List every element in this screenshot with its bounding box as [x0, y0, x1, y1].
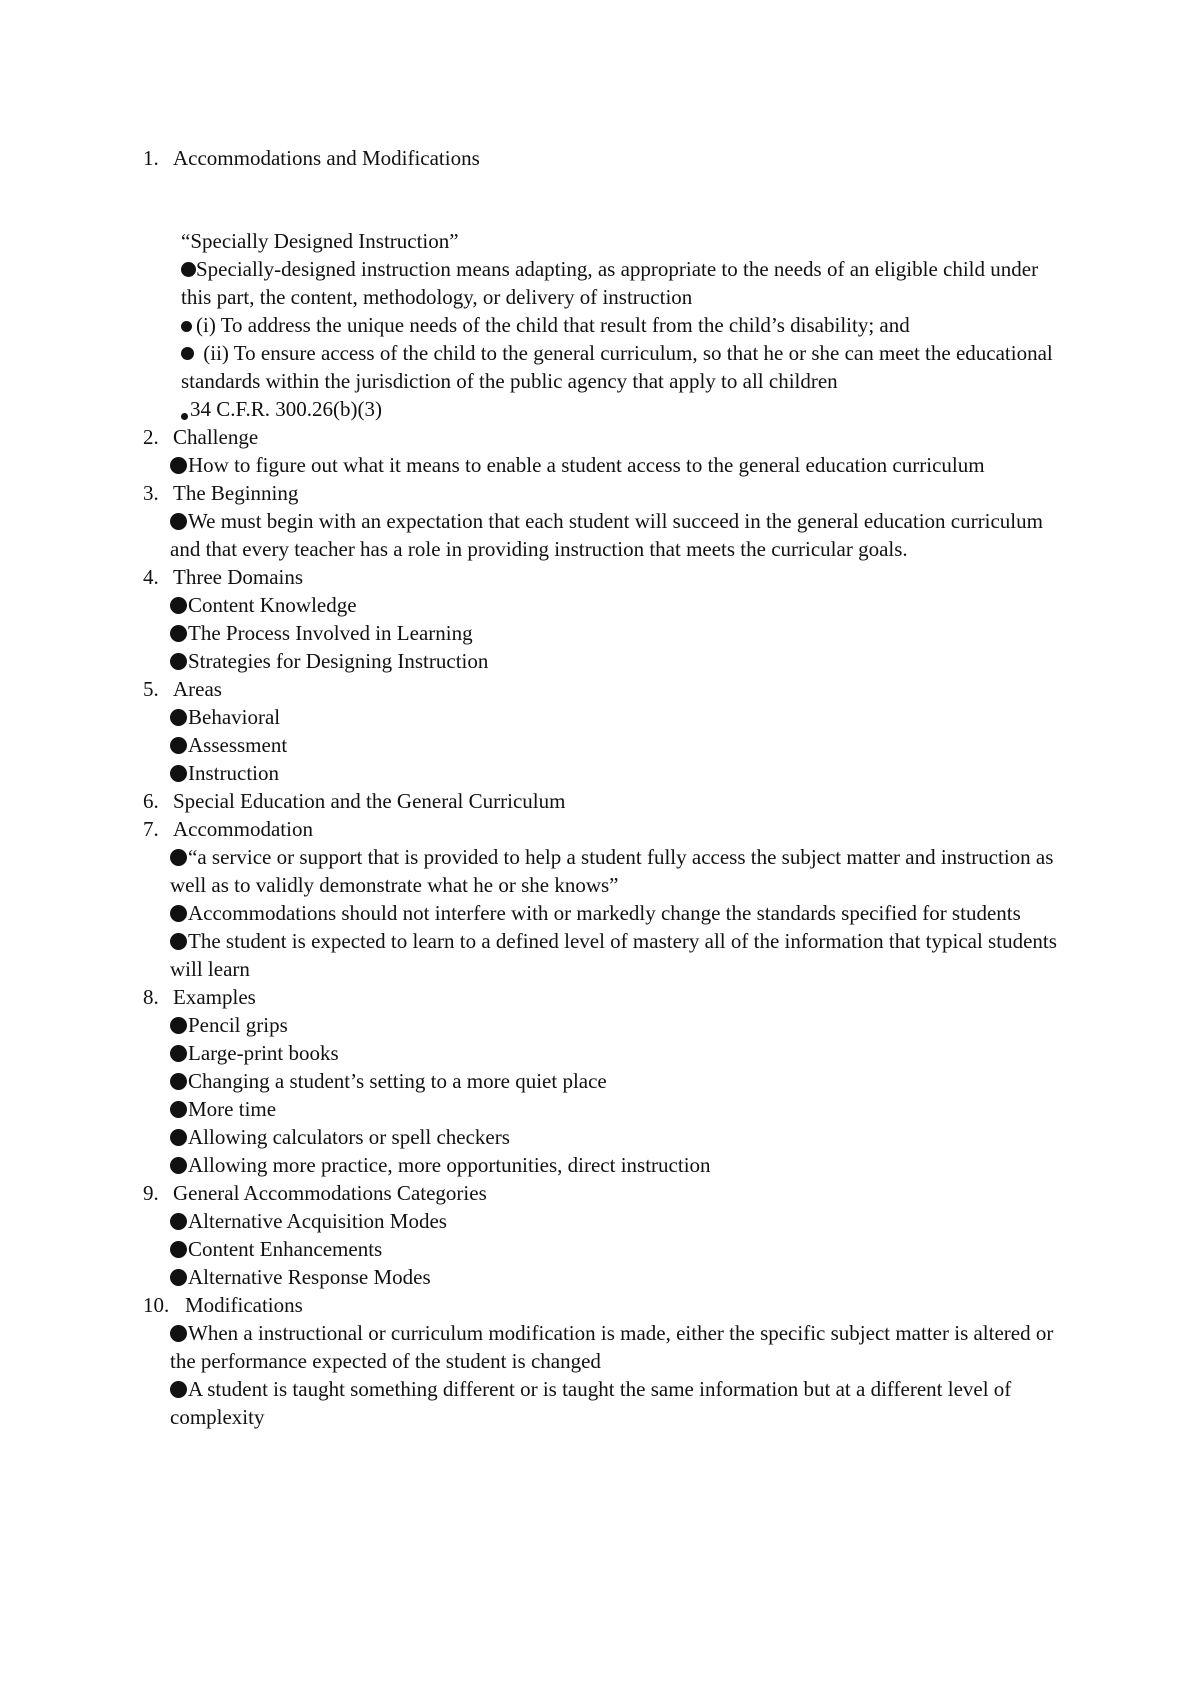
item-number: 2.: [143, 425, 159, 449]
bullet-item: [170, 591, 1063, 619]
item-title: Accommodations and Modifications: [173, 146, 480, 170]
list-item: [143, 479, 1063, 563]
bullet-icon: [170, 1157, 187, 1174]
bullet-icon: [181, 413, 188, 420]
bullet-text: Content Enhancements: [188, 1237, 383, 1261]
bullet-icon: [170, 709, 187, 726]
bullet-text: Instruction: [188, 761, 279, 785]
bullet-text: Large-print books: [188, 1041, 339, 1065]
item-title: Examples: [173, 985, 256, 1009]
bullet-text: Changing a student’s setting to a more quiet place: [188, 1069, 607, 1093]
item-title: Challenge: [173, 425, 259, 449]
bullet-item: [170, 899, 1063, 927]
bullet-icon: [170, 1381, 187, 1398]
bullet-text: 34 C.F.R. 300.26(b)(3): [190, 397, 382, 421]
bullet-text: More time: [188, 1097, 277, 1121]
item-heading: [143, 144, 1063, 172]
bullet-text: The Process Involved in Learning: [188, 621, 473, 645]
bullet-icon: [170, 513, 187, 530]
item-heading: [143, 815, 1063, 843]
bullet-icon: [170, 1017, 187, 1034]
bullet-icon: [170, 765, 187, 782]
item-number: 8.: [143, 985, 159, 1009]
bullet-list: [143, 1319, 1063, 1431]
bullet-icon: [170, 1325, 187, 1342]
bullet-icon: [181, 347, 194, 360]
bullet-text: Pencil grips: [188, 1013, 288, 1037]
bullet-item: [170, 843, 1063, 899]
bullet-list: [143, 507, 1063, 563]
item-number: 10.: [143, 1293, 170, 1317]
item-number: 7.: [143, 817, 159, 841]
bullet-list: [143, 451, 1063, 479]
bullet-item: [170, 731, 1063, 759]
item-title: Modifications: [185, 1293, 303, 1317]
bullet-icon: [170, 849, 187, 866]
item-heading: [143, 423, 1063, 451]
item-heading: [143, 1291, 1063, 1319]
bullet-icon: [170, 1101, 187, 1118]
bullet-icon: [170, 1241, 187, 1258]
bullet-icon: [170, 933, 187, 950]
bullet-list: [143, 1011, 1063, 1179]
item-heading: [143, 563, 1063, 591]
bullet-text: “a service or support that is provided to help a student fully access the subject matter and instruction as well as to validly demonstrate what he or she knows”: [170, 845, 1054, 897]
bullet-icon: [170, 1045, 187, 1062]
bullet-text: The student is expected to learn to a defined level of mastery all of the information that typical students will learn: [170, 929, 1057, 981]
item-heading: [143, 1179, 1063, 1207]
bullet-list: [143, 591, 1063, 675]
bullet-list: [143, 843, 1063, 983]
bullet-text: (i) To address the unique needs of the child that result from the child’s disability; and: [196, 313, 910, 337]
bullet-icon: [170, 1073, 187, 1090]
bullet-item: [170, 507, 1063, 563]
bullet-item: [170, 1235, 1063, 1263]
item-number: 6.: [143, 789, 159, 813]
bullet-item: [170, 647, 1063, 675]
item-heading: [143, 983, 1063, 1011]
bullet-text: Accommodations should not interfere with or markedly change the standards specified for students: [188, 901, 1021, 925]
bullet-item: [170, 1067, 1063, 1095]
bullet-item: [170, 1207, 1063, 1235]
bullet-text: Behavioral: [188, 705, 281, 729]
item-title: The Beginning: [173, 481, 299, 505]
bullet-item: [170, 1319, 1063, 1375]
bullet-icon: [170, 737, 187, 754]
bullet-text: Assessment: [188, 733, 288, 757]
item-heading: [143, 675, 1063, 703]
bullet-item: [170, 759, 1063, 787]
bullet-text: How to figure out what it means to enable a student access to the general education curriculum: [188, 453, 985, 477]
outline-list: [143, 144, 1063, 1431]
item-title: Three Domains: [173, 565, 304, 589]
list-item: [143, 815, 1063, 983]
list-item: [143, 1291, 1063, 1431]
bullet-item: [181, 255, 1063, 311]
list-item: [143, 423, 1063, 479]
bullet-text: Content Knowledge: [188, 593, 357, 617]
item-title: Special Education and the General Curriculum: [173, 789, 566, 813]
item-heading: [143, 479, 1063, 507]
bullet-text: A student is taught something different or is taught the same information but at a different level of complexity: [170, 1377, 1012, 1429]
bullet-icon: [170, 905, 187, 922]
bullet-item: [181, 311, 1063, 339]
bullet-item: [181, 395, 1063, 423]
sub-section: [143, 227, 1063, 423]
list-item: [143, 563, 1063, 675]
item-number: 4.: [143, 565, 159, 589]
bullet-item: [170, 619, 1063, 647]
item-number: 9.: [143, 1181, 159, 1205]
bullet-icon: [170, 653, 187, 670]
bullet-icon: [170, 1213, 187, 1230]
bullet-item: [170, 451, 1063, 479]
item-number: 5.: [143, 677, 159, 701]
bullet-text: Alternative Acquisition Modes: [188, 1209, 447, 1233]
sub-title: “Specially Designed Instruction”: [181, 229, 459, 253]
item-number: 1.: [143, 146, 159, 170]
item-title: Accommodation: [173, 817, 313, 841]
bullet-icon: [181, 262, 196, 277]
list-item: [143, 787, 1063, 815]
bullet-icon: [170, 1129, 187, 1146]
item-title: General Accommodations Categories: [173, 1181, 487, 1205]
bullet-icon: [170, 457, 187, 474]
list-item: [143, 675, 1063, 787]
bullet-list: [143, 1207, 1063, 1291]
bullet-text: Strategies for Designing Instruction: [188, 649, 489, 673]
bullet-item: [170, 1039, 1063, 1067]
bullet-icon: [170, 625, 187, 642]
bullet-item: [170, 1263, 1063, 1291]
bullet-item: [170, 927, 1063, 983]
bullet-item: [170, 1375, 1063, 1431]
list-item: [143, 144, 1063, 423]
item-number: 3.: [143, 481, 159, 505]
bullet-text: We must begin with an expectation that each student will succeed in the general education curriculum and that every teacher has a role in providing instruction that meets the curricular goals.: [170, 509, 1043, 561]
bullet-text: Allowing more practice, more opportunities, direct instruction: [188, 1153, 711, 1177]
bullet-item: [181, 339, 1063, 395]
bullet-text: (ii) To ensure access of the child to the general curriculum, so that he or she can meet the educational standards within the jurisdiction of the public agency that apply to all children: [181, 341, 1053, 393]
list-item: [143, 1179, 1063, 1291]
bullet-item: [170, 1095, 1063, 1123]
bullet-item: [170, 1011, 1063, 1039]
item-heading: [143, 787, 1063, 815]
bullet-text: Allowing calculators or spell checkers: [188, 1125, 510, 1149]
bullet-text: When a instructional or curriculum modification is made, either the specific subject matter is altered or the performance expected of the student is changed: [170, 1321, 1054, 1373]
bullet-text: Specially-designed instruction means adapting, as appropriate to the needs of an eligible child under this part, the content, methodology, or delivery of instruction: [181, 257, 1039, 309]
bullet-item: [170, 1123, 1063, 1151]
item-title: Areas: [173, 677, 222, 701]
bullet-icon: [170, 1269, 187, 1286]
list-item: [143, 983, 1063, 1179]
bullet-list: [143, 703, 1063, 787]
bullet-item: [170, 703, 1063, 731]
bullet-item: [170, 1151, 1063, 1179]
bullet-icon: [170, 597, 187, 614]
bullet-text: Alternative Response Modes: [188, 1265, 431, 1289]
bullet-icon: [181, 321, 192, 332]
